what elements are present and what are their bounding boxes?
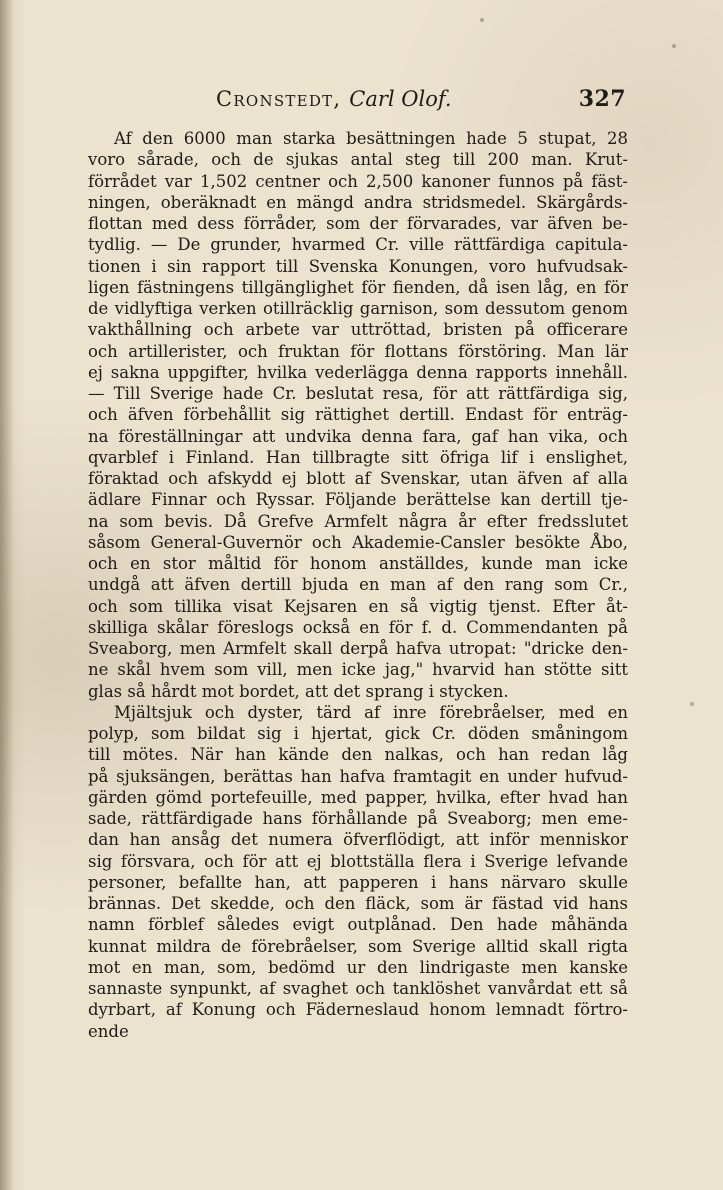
body-line: på sjuksängen, berättas han hafva framtagit en under hufvud- bbox=[88, 766, 628, 786]
body-text bbox=[88, 128, 628, 1042]
body-line: ningen, oberäknadt en mängd andra stridsmedel. Skärgårds- bbox=[88, 192, 628, 212]
body-line: sade, rättfärdigade hans förhållande på Sveaborg; men eme- bbox=[88, 809, 628, 828]
running-title bbox=[216, 86, 452, 112]
body-line: och som tillika visat Kejsaren en så vigtig tjenst. Efter åt- bbox=[88, 596, 628, 616]
body-line: sig försvara, och för att ej blottställa flera i Sverige lefvande bbox=[88, 851, 628, 871]
body-line: ligen fästningens tillgänglighet för fienden, då isen låg, en för bbox=[88, 277, 628, 297]
body-line: ne skål hvem som vill, men icke jag," hvarvid han stötte sitt bbox=[88, 660, 628, 680]
running-title-subject: Carl Olof. bbox=[349, 87, 452, 111]
page-number: 327 bbox=[578, 86, 626, 112]
body-line: till mötes. När han kände den nalkas, och han redan låg bbox=[88, 745, 628, 765]
body-line: och en stor måltid för honom anställdes, kunde man icke bbox=[88, 554, 628, 573]
body-line: ej sakna uppgifter, hvilka vederlägga denna rapports innehåll. bbox=[88, 362, 628, 382]
body-line: na föreställningar att undvika denna fara, gaf han vika, och bbox=[88, 426, 628, 446]
body-line: vakthållning och arbete var uttröttad, bristen på officerare bbox=[88, 320, 628, 340]
body-line: gärden gömd portefeuille, med papper, hvilka, efter hvad han bbox=[88, 787, 628, 807]
body-line: polyp, som bildat sig i hjertat, gick Cr. döden småningom bbox=[88, 724, 628, 743]
body-line: ädlare Finnar och Ryssar. Följande berättelse kan dertill tje- bbox=[88, 490, 628, 510]
body-line: Af den 6000 man starka besättningen hade 5 stupat, 28 bbox=[114, 129, 628, 148]
body-line: tionen i sin rapport till Svenska Konungen, voro hufvudsak- bbox=[88, 256, 628, 276]
body-line: Mjältsjuk och dyster, tärd af inre förebråelser, med en bbox=[114, 702, 628, 722]
body-line: mot en man, som, bedömd ur den lindrigaste men kanske bbox=[88, 957, 628, 977]
body-line: Sveaborg, men Armfelt skall derpå hafva utropat: "dricke den- bbox=[88, 639, 628, 658]
body-line: de vidlyftiga verken otillräcklig garnison, som dessutom genom bbox=[88, 299, 628, 318]
body-line: föraktad och afskydd ej blott af Svenskar, utan äfven af alla bbox=[88, 469, 628, 488]
body-line: na som bevis. Då Grefve Armfelt några år efter fredsslutet bbox=[88, 511, 628, 531]
body-line: qvarblef i Finland. Han tillbragte sitt öfriga lif i enslighet, bbox=[88, 447, 628, 467]
body-line: kunnat mildra de förebråelser, som Sverige alltid skall rigta bbox=[88, 936, 628, 956]
body-line: sannaste synpunkt, af svaghet och tanklöshet vanvårdat ett så bbox=[88, 979, 628, 998]
body-line: och äfven förbehållit sig rättighet dertill. Endast för enträg- bbox=[88, 405, 628, 425]
running-head bbox=[108, 86, 626, 112]
running-title-name: Cronstedt, bbox=[216, 87, 342, 111]
body-line: skilliga skålar föreslogs också en för f. d. Commendanten på bbox=[88, 617, 628, 637]
body-line: — Till Sverige hade Cr. beslutat resa, för att rättfärdiga sig, bbox=[88, 384, 628, 403]
body-line: undgå att äfven dertill bjuda en man af den rang som Cr., bbox=[88, 575, 628, 595]
paper-speck bbox=[690, 702, 694, 706]
body-line: dan han ansåg det numera öfverflödigt, att inför menniskor bbox=[88, 830, 628, 850]
body-line: brännas. Det skedde, och den fläck, som är fästad vid hans bbox=[88, 894, 628, 913]
paper-speck bbox=[480, 18, 484, 22]
body-line: ende bbox=[88, 1021, 129, 1041]
body-line: personer, befallte han, att papperen i hans närvaro skulle bbox=[88, 872, 628, 892]
body-line: glas så hårdt mot bordet, att det sprang i stycken. bbox=[88, 681, 509, 701]
body-line: dyrbart, af Konung och Fäderneslaud honom lemnadt förtro- bbox=[88, 1000, 628, 1020]
body-line: tydlig. — De grunder, hvarmed Cr. ville rättfärdiga capitula- bbox=[88, 235, 628, 255]
body-line: och artillerister, och fruktan för flottans förstöring. Man lär bbox=[88, 341, 628, 361]
body-line: namn förblef således evigt outplånad. Den hade måhända bbox=[88, 915, 628, 935]
body-line: förrådet var 1,502 centner och 2,500 kanoner funnos på fäst- bbox=[88, 171, 628, 191]
body-line: flottan med dess förråder, som der förvarades, var äfven be- bbox=[88, 214, 628, 233]
paper-speck bbox=[672, 44, 676, 48]
page-gutter-shadow bbox=[0, 0, 14, 1190]
body-line: såsom General-Guvernör och Akademie-Cansler besökte Åbo, bbox=[88, 532, 628, 552]
body-line: voro sårade, och de sjukas antal steg till 200 man. Krut- bbox=[88, 150, 628, 170]
